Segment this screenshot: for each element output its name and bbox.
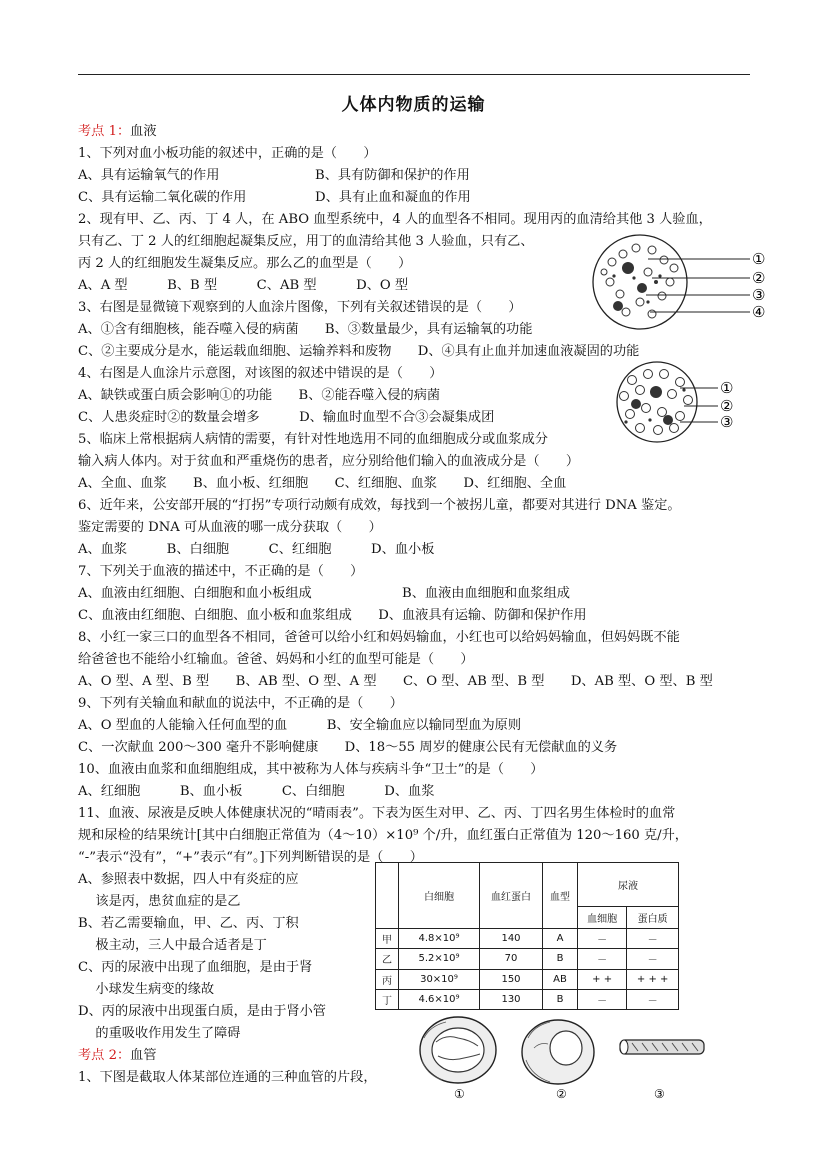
cell-hb: 130 <box>480 989 543 1009</box>
q11-option-d-line-1: D、丙的尿液中出现蛋白质，是由于肾小管 <box>78 1004 326 1019</box>
vessel-2 <box>522 1020 594 1084</box>
question-8-line-2: 给爸爸也不能给小红输血。爸爸、妈妈和小红的血型可能是（ ） <box>78 652 474 667</box>
cell-wbc: 4.8×10⁹ <box>399 929 480 949</box>
fig1-label: ① <box>752 250 766 268</box>
col-header-wbc: 白细胞 <box>399 863 480 929</box>
question-8-line-1: 8、小红一家三口的血型各不相同，爸爸可以给小红和妈妈输血，小红也可以给妈妈输血，但妈妈既不能 <box>78 630 680 645</box>
q11-option-b-line-2: 极主动，三人中最合适者是丁 <box>78 938 267 953</box>
cell-hb: 140 <box>480 929 543 949</box>
q11-option-a-line-1: A、参照表中数据，四人中有炎症的应 <box>78 872 299 887</box>
cell-urine-cells: － <box>578 929 627 949</box>
vessel-3 <box>620 1040 704 1054</box>
blood-vessel-figure <box>410 1012 710 1102</box>
question-2-line-3: 丙 2 人的红细胞发生凝集反应。那么乙的血型是（ ） <box>78 256 412 271</box>
fig2-label: ③ <box>720 413 734 431</box>
cell-urine-protein: － <box>627 949 679 969</box>
cell-wbc: 30×10⁹ <box>399 969 480 989</box>
vessel-1 <box>420 1017 496 1083</box>
question-11-line-1: 11、血液、尿液是反映人体健康状况的“晴雨表”。下表为医生对甲、乙、丙、丁四名男生体检时的血常 <box>78 806 676 821</box>
row-name: 丙 <box>376 969 399 989</box>
cell-wbc: 4.6×10⁹ <box>399 989 480 1009</box>
q5-options: A、全血、血浆 B、血小板、红细胞 C、红细胞、血浆 D、红细胞、全血 <box>78 476 567 491</box>
question-7: 7、下列关于血液的描述中，不正确的是（ ） <box>78 564 364 579</box>
section-name: 血管 <box>130 1048 157 1063</box>
question-6-line-2: 鉴定需要的 DNA 可从血液的哪一成分获取（ ） <box>78 520 382 535</box>
col-header-urine-cells: 血细胞 <box>578 907 627 929</box>
blood-smear-figure-2 <box>600 360 745 444</box>
question-11-line-3: “-”表示“没有”，“+”表示“有”。]下列判断错误的是（ ） <box>78 850 423 865</box>
vessel-label: ① <box>454 1087 465 1101</box>
question-6-line-1: 6、近年来，公安部开展的“打拐”专项行动颇有成效，每找到一个被拐儿童，都要对其进行 DNA 鉴定。 <box>78 498 681 513</box>
col-header-hb: 血红蛋白 <box>480 863 543 929</box>
cell-hb: 70 <box>480 949 543 969</box>
question-2-line-2: 只有乙、丁 2 人的红细胞起凝集反应，用丁的血清给其他 3 人验血，只有乙、 <box>78 234 534 249</box>
question-5-line-2: 输入病人体内。对于贫血和严重烧伤的患者，应分别给他们输入的血液成分是（ ） <box>78 454 580 469</box>
fig2-label: ② <box>720 397 734 415</box>
cell-urine-cells: － <box>578 949 627 969</box>
cell-urine-cells: + + <box>578 969 627 989</box>
question-11-line-2: 规和尿检的结果统计[其中白细胞正常值为（4～10）×10⁹ 个/升，血红蛋白正常值为 120～160 克/升， <box>78 828 688 843</box>
q10-options: A、红细胞 B、血小板 C、白细胞 D、血浆 <box>78 784 435 799</box>
q1-option-c: C、具有运输二氧化碳的作用 <box>78 190 247 205</box>
section-heading-2 <box>78 1047 157 1065</box>
cell-blood-type: B <box>543 989 578 1009</box>
question-9: 9、下列有关输血和献血的说法中，不正确的是（ ） <box>78 696 403 711</box>
row-name: 甲 <box>376 929 399 949</box>
vessel-label: ② <box>556 1087 567 1101</box>
cell-urine-protein: － <box>627 989 679 1009</box>
row-name: 丁 <box>376 989 399 1009</box>
header-rule <box>78 74 750 75</box>
col-header-urine-protein: 蛋白质 <box>627 907 679 929</box>
section-label: 考点 1： <box>78 124 131 139</box>
question-1: 1、下列对血小板功能的叙述中，正确的是（ ） <box>78 146 377 161</box>
q11-option-c-line-2: 小球发生病变的缘故 <box>78 982 215 997</box>
q11-option-d-line-2: 的重吸收作用发生了障碍 <box>78 1026 241 1041</box>
question-10: 10、血液由血浆和血细胞组成，其中被称为人体与疾病斗争“卫士”的是（ ） <box>78 762 544 777</box>
table-row <box>376 969 679 989</box>
cell-urine-cells: － <box>578 989 627 1009</box>
table-row <box>376 929 679 949</box>
question-3: 3、右图是显微镜下观察到的人血涂片图像，下列有关叙述错误的是（ ） <box>78 300 522 315</box>
section-heading-1 <box>78 123 157 141</box>
question-5-line-1: 5、临床上常根据病人病情的需要，有针对性地选用不同的血细胞成分或血浆成分 <box>78 432 548 447</box>
cell-wbc: 5.2×10⁹ <box>399 949 480 969</box>
fig1-label: ② <box>752 269 766 287</box>
q9-options-ab: A、O 型血的人能输入任何血型的血 B、安全输血应以输同型血为原则 <box>78 718 522 733</box>
health-check-table <box>375 862 679 1010</box>
q11-option-c-line-1: C、丙的尿液中出现了血细胞，是由于肾 <box>78 960 313 975</box>
cell-hb: 150 <box>480 969 543 989</box>
section-2-question-1: 1、下图是截取人体某部位连通的三种血管的片段， <box>78 1070 377 1085</box>
q8-options: A、O 型、A 型、B 型 B、AB 型、O 型、A 型 C、O 型、AB 型、B 型 D、AB 型、O 型、B 型 <box>78 674 713 689</box>
q2-options: A、A 型 B、B 型 C、AB 型 D、O 型 <box>78 278 409 293</box>
table-corner <box>376 863 399 929</box>
q4-options-cd: C、人患炎症时②的数量会增多 D、输血时血型不合③会凝集成团 <box>78 410 495 425</box>
q7-option-b: B、血液由血细胞和血浆组成 <box>402 586 570 601</box>
vessel-label: ③ <box>654 1087 665 1101</box>
q3-options-cd: C、②主要成分是水，能运载血细胞、运输养料和废物 D、④具有止血并加速血液凝固的功能 <box>78 344 640 359</box>
col-header-urine: 尿液 <box>578 863 679 907</box>
cell-urine-protein: － <box>627 929 679 949</box>
q1-option-b: B、具有防御和保护的作用 <box>315 168 470 183</box>
fig1-label: ③ <box>752 286 766 304</box>
q6-options: A、血浆 B、白细胞 C、红细胞 D、血小板 <box>78 542 435 557</box>
table-row <box>376 949 679 969</box>
cell-blood-type: AB <box>543 969 578 989</box>
section-label: 考点 2： <box>78 1048 131 1063</box>
page-title: 人体内物质的运输 <box>341 95 486 115</box>
cell-urine-protein: + + + <box>627 969 679 989</box>
q4-options-ab: A、缺铁或蛋白质会影响①的功能 B、②能吞噬入侵的病菌 <box>78 388 441 403</box>
q1-option-d: D、具有止血和凝血的作用 <box>315 190 471 205</box>
col-header-blood-type: 血型 <box>543 863 578 929</box>
question-2-line-1: 2、现有甲、乙、丙、丁 4 人，在 ABO 血型系统中，4 人的血型各不相同。现用丙的血清给其他 3 人验血， <box>78 212 712 227</box>
section-name: 血液 <box>130 124 157 139</box>
question-4: 4、右图是人血涂片示意图，对该图的叙述中错误的是（ ） <box>78 366 443 381</box>
q11-option-a-line-2: 该是丙，患贫血症的是乙 <box>78 894 241 909</box>
fig2-label: ① <box>720 379 734 397</box>
q7-options-cd: C、血液由红细胞、白细胞、血小板和血浆组成 D、血液具有运输、防御和保护作用 <box>78 608 587 623</box>
q1-option-a: A、具有运输氧气的作用 <box>78 168 220 183</box>
cell-blood-type: A <box>543 929 578 949</box>
fig1-label: ④ <box>752 303 766 321</box>
blood-smear-figure-1 <box>590 232 780 332</box>
q9-options-cd: C、一次献血 200～300 毫升不影响健康 D、18～55 周岁的健康公民有无偿献血的义务 <box>78 740 618 755</box>
q11-option-b-line-1: B、若乙需要输血，甲、乙、丙、丁积 <box>78 916 299 931</box>
row-name: 乙 <box>376 949 399 969</box>
q3-options-ab: A、①含有细胞核，能吞噬入侵的病菌 B、③数量最少，具有运输氧的功能 <box>78 322 533 337</box>
cell-blood-type: B <box>543 949 578 969</box>
q7-option-a: A、血液由红细胞、白细胞和血小板组成 <box>78 586 312 601</box>
table-row <box>376 989 679 1009</box>
